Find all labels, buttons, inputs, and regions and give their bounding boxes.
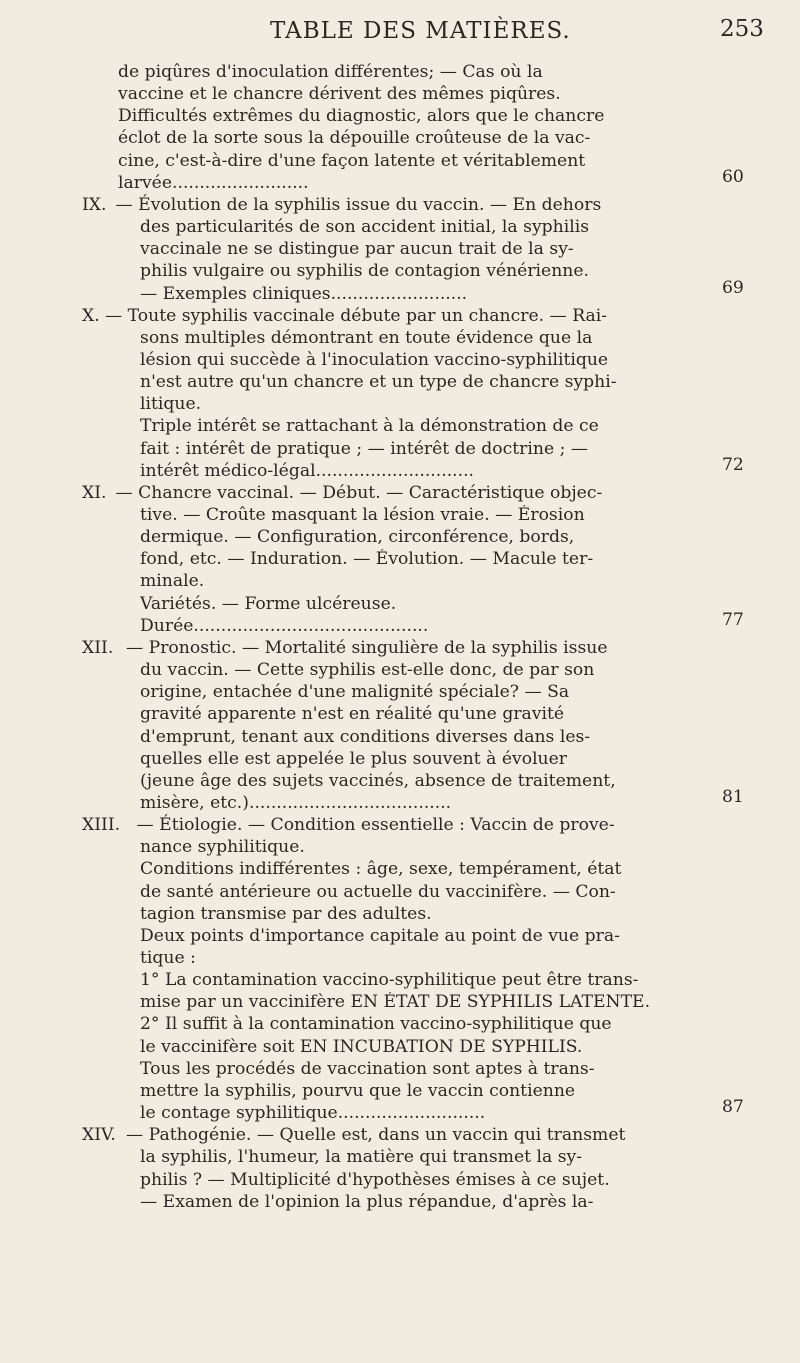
page-number: 253 [720, 16, 764, 42]
running-title: TABLE DES MATIÈRES. [270, 18, 571, 44]
entry-text: fait : intérêt de pratique ; — intérêt de doctrine ; — [140, 438, 589, 459]
entry-text: le contage syphilitique........................... [140, 1103, 486, 1124]
entry-text: — Évolution de la syphilis issue du vaccin. — En dehors [115, 194, 602, 215]
page-reference: 72 [722, 454, 744, 475]
entry-text: nance syphilitique. [140, 837, 305, 858]
entry-text: Tous les procédés de vaccination sont aptes à trans- [140, 1058, 595, 1079]
entry-text: Variétés. — Forme ulcéreuse. [140, 593, 397, 614]
entry-text: minale. [140, 571, 205, 592]
entry-text: d'emprunt, tenant aux conditions diverses dans les- [140, 726, 591, 747]
entry-text: Triple intérêt se rattachant à la démonstration de ce [140, 416, 599, 437]
page-reference: 77 [722, 609, 744, 630]
entry-text: mise par un vaccinifère EN ÉTAT DE SYPHILIS LATENTE. [140, 992, 651, 1013]
chapter-number: XI. [82, 482, 107, 503]
entry-text: philis ? — Multiplicité d'hypothèses émises à ce sujet. [140, 1169, 610, 1190]
entry-text: misère, etc.)..................................... [140, 792, 452, 813]
entry-text: de santé antérieure ou actuelle du vaccinifère. — Con- [140, 881, 616, 902]
entry-text: lésion qui succède à l'inoculation vaccino-syphilitique [140, 349, 609, 370]
entry-text: — Toute syphilis vaccinale débute par un chancre. — Rai- [105, 305, 608, 326]
entry-text: 1° La contamination vaccino-syphilitique peut être trans- [140, 970, 639, 991]
entry-text: (jeune âge des sujets vaccinés, absence de traitement, [140, 770, 616, 791]
entry-text: larvée......................... [118, 172, 309, 193]
entry-text: de piqûres d'inoculation différentes; — Cas où la [118, 62, 543, 82]
chapter-number: XIV. [82, 1125, 116, 1146]
entry-text: origine, entachée d'une malignité spéciale? — Sa [140, 682, 570, 703]
entry-text: litique. [140, 394, 202, 415]
entry-text: Durée........................................... [140, 615, 429, 636]
entry-text: des particularités de son accident initial, la syphilis [140, 217, 590, 238]
entry-text: philis vulgaire ou syphilis de contagion vénérienne. [140, 261, 589, 282]
page-reference: 60 [722, 166, 744, 187]
entry-text: vaccinale ne se distingue par aucun trait de la sy- [140, 239, 574, 260]
page-reference: 87 [722, 1097, 744, 1118]
entry-text: Deux points d'importance capitale au point de vue pra- [140, 925, 620, 946]
entry-text: — Exemples cliniques......................... [140, 283, 468, 304]
entry-text: sons multiples démontrant en toute évidence que la [140, 327, 593, 348]
entry-text: 2° Il suffit à la contamination vaccino-syphilitique que [140, 1014, 612, 1035]
entry-text: — Pronostic. — Mortalité singulière de la syphilis issue [126, 637, 608, 658]
entry-text: mettre la syphilis, pourvu que le vaccin contienne [140, 1080, 576, 1101]
entry-text: n'est autre qu'un chancre et un type de chancre syphi- [140, 372, 617, 393]
entry-text: quelles elle est appelée le plus souvent à évoluer [140, 748, 568, 769]
entry-text: du vaccin. — Cette syphilis est-elle donc, de par son [140, 660, 595, 681]
entry-text: — Étiologie. — Condition essentielle : Vaccin de prove- [136, 815, 615, 836]
entry-text: la syphilis, l'humeur, la matière qui transmet la sy- [140, 1147, 583, 1168]
entry-text: — Pathogénie. — Quelle est, dans un vaccin qui transmet [126, 1125, 626, 1146]
page-reference: 81 [722, 786, 744, 807]
chapter-number: XII. [82, 637, 114, 658]
entry-text: le vaccinifère soit EN INCUBATION DE SYPHILIS. [140, 1036, 583, 1057]
chapter-number: X. [82, 305, 100, 326]
entry-text: cine, c'est-à-dire d'une façon latente et véritablement [118, 150, 586, 171]
page-header [0, 8, 800, 48]
entry-text: tive. — Croûte masquant la lésion vraie. — Érosion [140, 505, 585, 525]
chapter-number: IX. [82, 194, 107, 215]
entry-text: Difficultés extrêmes du diagnostic, alors que le chancre [118, 106, 605, 127]
entry-text: — Chancre vaccinal. — Début. — Caractéristique objec- [115, 482, 603, 503]
entry-text: Conditions indifférentes : âge, sexe, tempérament, état [140, 859, 622, 880]
entry-text: fond, etc. — Induration. — Évolution. — Macule ter- [140, 549, 594, 570]
entry-text: tagion transmise par des adultes. [140, 903, 432, 924]
entry-text: intérêt médico-légal............................. [140, 460, 475, 481]
entry-text: vaccine et le chancre dérivent des mêmes piqûres. [118, 84, 561, 105]
chapter-number: XIII. [82, 815, 121, 836]
entry-text: — Examen de l'opinion la plus répandue, d'après la- [140, 1191, 594, 1212]
page-reference: 69 [722, 277, 744, 298]
entry-text: tique : [140, 948, 196, 968]
entry-text: éclot de la sorte sous la dépouille croûteuse de la vac- [118, 128, 591, 149]
entry-text: gravité apparente n'est en réalité qu'une gravité [140, 704, 565, 725]
entry-text: dermique. — Configuration, circonférence, bords, [140, 527, 575, 548]
